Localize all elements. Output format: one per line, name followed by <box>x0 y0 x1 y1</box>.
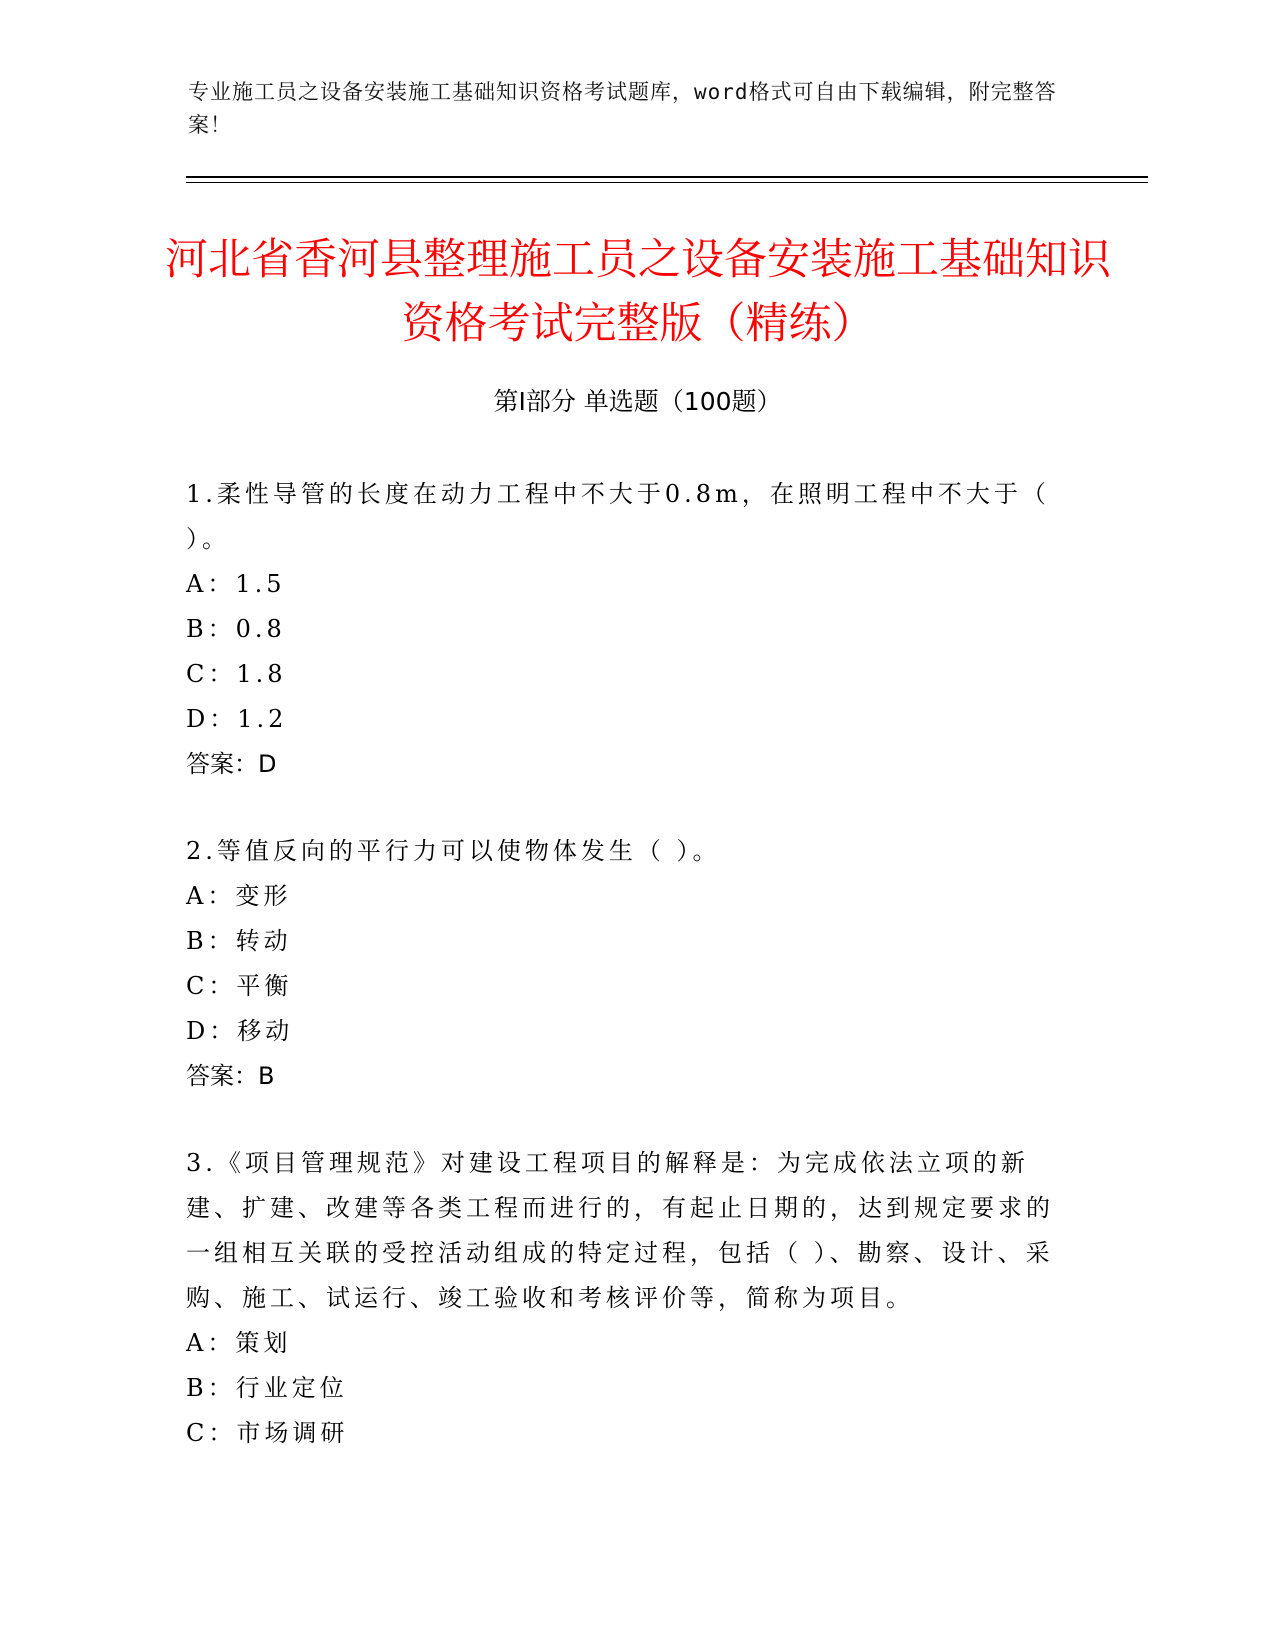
question-stem: 3.《项目管理规范》对建设工程项目的解释是：为完成依法立项的新建、扩建、改建等各类工程而进行的，有起止日期的，达到规定要求的一组相互关联的受控活动组成的特定过程，包括（ ）、勘察、设计、采购、施工、试运行、竣工验收和考核评价等，简称为项目。 <box>186 1149 1054 1312</box>
question-3 <box>186 1141 1066 1456</box>
question-stem: 2.等值反向的平行力可以使物体发生（ ）。 <box>186 837 721 865</box>
document-title: 河北省香河县整理施工员之设备安装施工基础知识资格考试完整版（精练） <box>165 235 1111 349</box>
question-stem: 1.柔性导管的长度在动力工程中不大于0.8m，在照明工程中不大于（ ）。 <box>186 480 1050 553</box>
header-note: 专业施工员之设备安装施工基础知识资格考试题库，word格式可自由下载编辑，附完整答案！ <box>188 80 1057 137</box>
option-c: C：1.8 <box>186 660 287 688</box>
answer: 答案：B <box>186 1062 275 1090</box>
option-d: D：移动 <box>186 1017 294 1045</box>
option-b: B：0.8 <box>186 615 286 643</box>
section-heading: 第Ⅰ部分 单选题（100题） <box>493 387 782 416</box>
header-divider-thin <box>186 182 1148 183</box>
question-1 <box>186 472 1066 787</box>
option-a: A：1.5 <box>186 570 286 598</box>
question-list <box>186 472 1066 1498</box>
answer: 答案：D <box>186 750 277 778</box>
option-b: B：行业定位 <box>186 1374 348 1402</box>
option-c: C：平衡 <box>186 972 293 1000</box>
header-divider-thick <box>186 176 1148 178</box>
option-a: A：策划 <box>186 1329 292 1357</box>
option-b: B：转动 <box>186 927 292 955</box>
question-2 <box>186 829 1066 1099</box>
option-a: A：变形 <box>186 882 292 910</box>
option-d: D：1.2 <box>186 705 288 733</box>
option-c: C：市场调研 <box>186 1419 349 1447</box>
